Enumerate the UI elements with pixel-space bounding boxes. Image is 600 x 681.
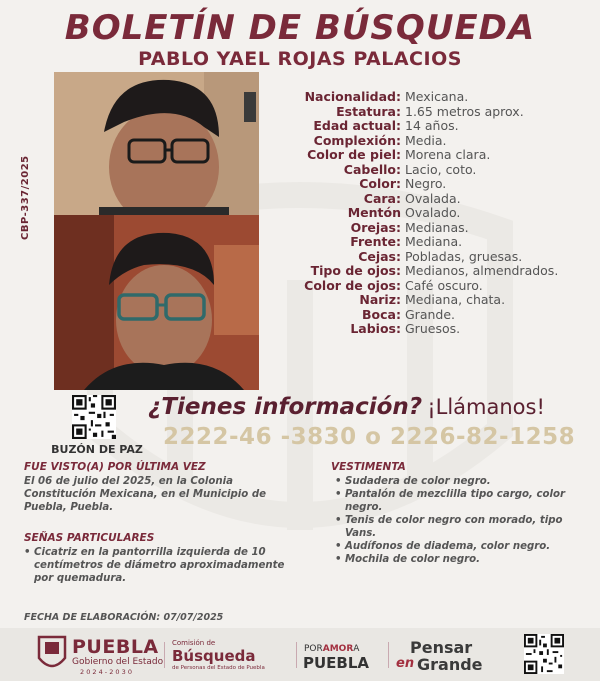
- person-name: PABLO YAEL ROJAS PALACIOS: [138, 48, 462, 70]
- footer-busqueda-sub: de Personas del Estado de Puebla: [172, 665, 265, 671]
- trait-row: [290, 279, 590, 294]
- list-item: [333, 540, 593, 553]
- elaboration-date: FECHA DE ELABORACIÓN: 07/07/2025: [24, 612, 224, 623]
- trait-label: Cabello:: [343, 161, 401, 177]
- trait-row: [290, 293, 590, 308]
- info-question: [148, 394, 545, 420]
- divider: [164, 642, 165, 668]
- trait-label: Cejas:: [358, 248, 401, 264]
- call-us-text: ¡Llámanos!: [427, 395, 545, 419]
- last-seen-line: Constitución Mexicana, en el Municipio de: [24, 489, 267, 500]
- physical-traits-list: [290, 90, 590, 337]
- trait-label: Estatura:: [336, 103, 401, 119]
- trait-row: [290, 235, 590, 250]
- trait-label: Color de ojos:: [304, 277, 401, 293]
- phone-connector: o: [365, 424, 382, 450]
- footer-amor: AMOR: [322, 644, 354, 654]
- phone-numbers: [163, 424, 575, 450]
- trait-label: Orejas:: [350, 219, 401, 235]
- trait-label: Tipo de ojos:: [310, 263, 401, 278]
- photo-portrait-1: [54, 72, 259, 215]
- list-item-line: Vans.: [345, 528, 377, 539]
- trait-value: 14 años.: [405, 118, 459, 133]
- clothing-list: [333, 475, 593, 566]
- marks-title: SEÑAS PARTICULARES: [24, 532, 155, 544]
- trait-label: Boca:: [362, 306, 401, 322]
- trait-value: Medianas.: [405, 219, 469, 235]
- trait-value: Mexicana.: [405, 89, 469, 104]
- trait-value: Café oscuro.: [405, 277, 483, 293]
- footer-por: POR: [304, 644, 323, 654]
- list-item-line: por quemadura.: [34, 573, 127, 584]
- trait-label: Color:: [359, 176, 401, 191]
- last-seen-line: Puebla, Puebla.: [24, 502, 114, 513]
- footer-qr-code-icon[interactable]: [524, 634, 564, 674]
- list-item-line: • Pantalón de mezclilla tipo cargo, color: [345, 489, 566, 500]
- list-item-line: negro.: [345, 502, 383, 513]
- footer-comision: Comisión de: [172, 639, 216, 647]
- trait-row: [290, 250, 590, 265]
- trait-value: Ovalado.: [405, 205, 461, 220]
- list-item-line: • Tenis de color negro con morado, tipo: [345, 515, 563, 526]
- trait-value: Ovalada.: [405, 190, 461, 206]
- marks-list: [22, 546, 322, 585]
- trait-row: [290, 90, 590, 105]
- trait-label: Frente:: [350, 234, 401, 249]
- trait-value: Mediana.: [405, 234, 463, 249]
- trait-label: Cara:: [363, 190, 401, 206]
- footer-periodo: 2 0 2 4 - 2 0 3 0: [80, 668, 132, 676]
- trait-label: Nariz:: [359, 292, 401, 307]
- footer-por-amor: [304, 644, 359, 654]
- trait-label: Nacionalidad:: [304, 89, 401, 104]
- trait-row: [290, 322, 590, 337]
- trait-row: [290, 308, 590, 323]
- trait-row: [290, 206, 590, 221]
- phone-number-2[interactable]: 2226-82-1258: [389, 424, 576, 450]
- list-item-line: • Cicatriz en la pantorrilla izquierda de 10: [34, 547, 266, 558]
- trait-row: [290, 221, 590, 236]
- list-item: [333, 514, 593, 540]
- trait-row: [290, 264, 590, 279]
- trait-row: [290, 192, 590, 207]
- trait-value: 1.65 metros aprox.: [405, 103, 524, 119]
- trait-value: Pobladas, gruesas.: [405, 248, 523, 264]
- trait-row: [290, 134, 590, 149]
- footer-a: A: [353, 644, 360, 654]
- divider: [388, 642, 389, 668]
- trait-label: Labios:: [350, 321, 401, 336]
- trait-value: Lacio, coto.: [405, 161, 477, 177]
- footer-puebla: PUEBLA: [72, 636, 159, 658]
- footer-en: en: [396, 656, 415, 671]
- list-item-line: • Sudadera de color negro.: [345, 476, 491, 487]
- trait-value: Grande.: [405, 306, 456, 322]
- trait-value: Gruesos.: [405, 321, 461, 336]
- trait-row: [290, 119, 590, 134]
- trait-value: Media.: [405, 132, 447, 148]
- footer-grande: Grande: [417, 655, 483, 674]
- trait-value: Mediana, chata.: [405, 292, 506, 307]
- list-item: [333, 553, 593, 566]
- footer-logos: [0, 628, 600, 681]
- trait-label: Color de piel:: [307, 147, 401, 162]
- case-number: CBP-337/2025: [20, 155, 31, 240]
- list-item: [333, 475, 593, 488]
- bulletin-title: BOLETÍN DE BÚSQUEDA: [64, 8, 536, 48]
- puebla-coat-of-arms-icon: [36, 634, 68, 674]
- trait-value: Morena clara.: [405, 147, 491, 162]
- list-item: [333, 488, 593, 514]
- last-seen-text: [24, 475, 314, 514]
- clothing-title: VESTIMENTA: [331, 461, 406, 473]
- phone-number-1[interactable]: 2222-46 -3830: [163, 424, 357, 450]
- photo-portrait-2: [54, 215, 259, 390]
- trait-row: [290, 148, 590, 163]
- trait-label: Edad actual:: [313, 118, 401, 133]
- footer-puebla-2: PUEBLA: [303, 654, 370, 672]
- list-item-line: • Mochila de color negro.: [345, 554, 481, 565]
- trait-label: Mentón: [347, 205, 401, 220]
- list-item-line: • Audífonos de diadema, color negro.: [345, 541, 551, 552]
- last-seen-line: El 06 de julio del 2025, en la Colonia: [24, 476, 233, 487]
- last-seen-title: FUE VISTO(A) POR ÚLTIMA VEZ: [24, 461, 206, 473]
- list-item: [22, 546, 322, 585]
- trait-row: [290, 177, 590, 192]
- footer-busqueda: Búsqueda: [172, 647, 256, 665]
- footer-pensar: Pensar: [410, 638, 473, 657]
- list-item-line: centímetros de diámetro aproximadamente: [34, 560, 285, 571]
- trait-row: [290, 163, 590, 178]
- qr-code-icon[interactable]: [72, 395, 116, 439]
- trait-row: [290, 105, 590, 120]
- trait-value: Negro.: [405, 176, 447, 191]
- buzon-de-paz-label: BUZÓN DE PAZ: [51, 443, 143, 456]
- footer-gobierno: Gobierno del Estado: [72, 657, 164, 667]
- divider: [296, 642, 297, 668]
- info-question-text: ¿Tienes información?: [148, 394, 423, 420]
- trait-value: Medianos, almendrados.: [405, 263, 559, 278]
- trait-label: Complexión:: [313, 132, 401, 148]
